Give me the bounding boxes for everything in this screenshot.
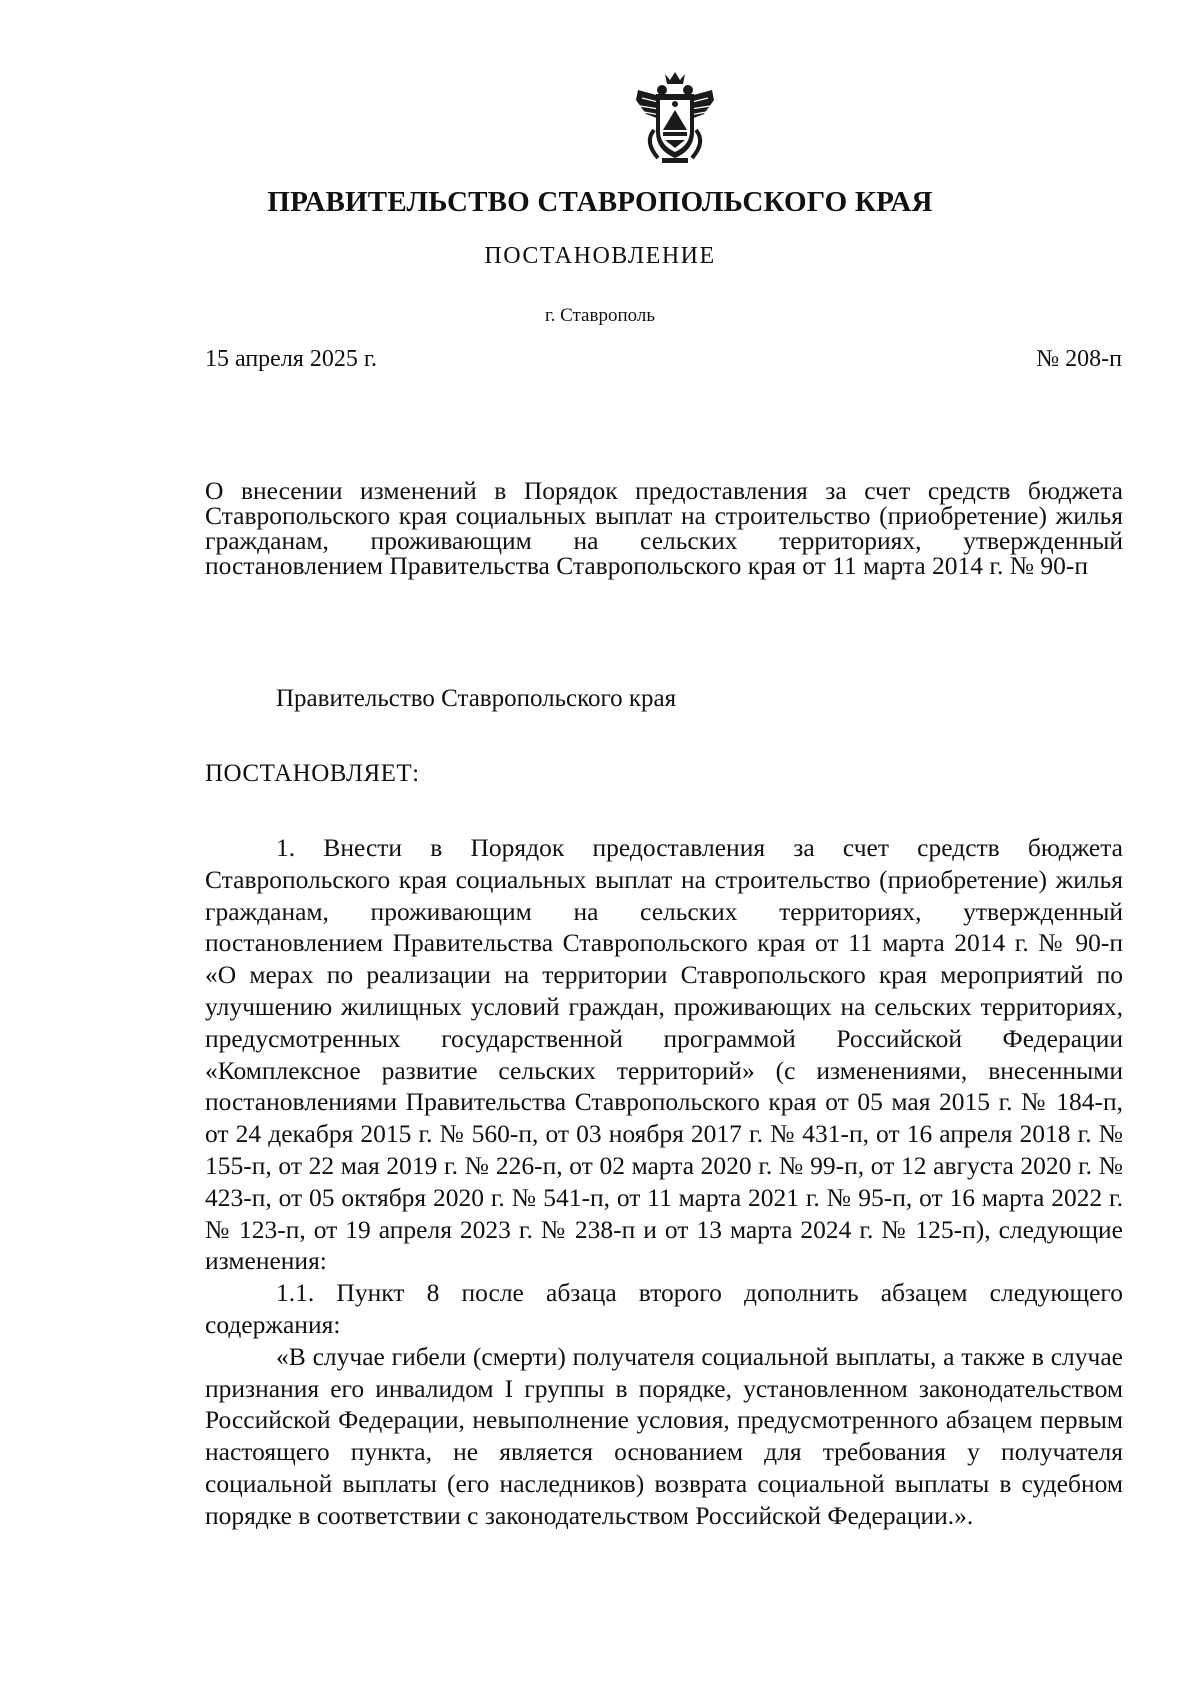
document-subject: О внесении изменений в Порядок предоставления за счет средств бюджета Ставропольского края социальных выплат на строительство (приобретение) жилья гражданам, проживающим на сельских территориях, утвержденный постановлением Правительства Ставропольского края от 11 марта 2014 г. № 90-п xyxy=(205,476,1123,580)
paragraph-quote: «В случае гибели (смерти) получателя социальной выплаты, а также в случае признания его инвалидом I группы в порядке, установленном законодательством Российской Федерации, невыполнение условия, предусмотренного абзацем первым настоящего пункта, не является основанием для требования у получателя социальной выплаты (его наследников) возврата социальной выплаты в судебном порядке в соответствии с законодательством Российской Федерации.». xyxy=(205,1341,1123,1530)
government-title: ПРАВИТЕЛЬСТВО СТАВРОПОЛЬСКОГО КРАЯ xyxy=(267,186,933,218)
issuer-line: Правительство Ставропольского края xyxy=(276,685,677,712)
paragraph-1: 1. Внести в Порядок предоставления за счет средств бюджета Ставропольского края социальных выплат на строительство (приобретение) жилья гражданам, проживающим на сельских территориях, утвержденный постановлением Правительства Ставропольского края от 11 марта 2014 г. № 90-п «О мерах по реализации на территории Ставропольского края мероприятий по улучшению жилищных условий граждан, проживающих на сельских территориях, предусмотренных государственной программой Российской Федерации «Комплексное развитие сельских территорий» (с изменениями, внесенными постановлениями Правительства Ставропольского края от 05 мая 2015 г. № 184-п, от 24 декабря 2015 г. № 560-п, от 03 ноября 2017 г. № 431-п, от 16 апреля 2018 г. № 155-п, от 22 мая 2019 г. № 226-п, от 02 марта 2020 г. № 99-п, от 12 августа 2020 г. № 423-п, от 05 октября 2020 г. № 541-п, от 11 марта 2021 г. № 95-п, от 16 марта 2022 г. № 123-п, от 19 апреля 2023 г. № 238-п и от 13 марта 2024 г. № 125-п), следующие изменения: xyxy=(205,833,1123,1276)
decides-heading: ПОСТАНОВЛЯЕТ: xyxy=(205,760,420,787)
paragraph-1-1: 1.1. Пункт 8 после абзаца второго дополнить абзацем следующего содержания: xyxy=(205,1278,1123,1339)
coat-of-arms-icon xyxy=(632,70,718,166)
document-type: ПОСТАНОВЛЕНИЕ xyxy=(484,243,716,269)
city: г. Ставрополь xyxy=(544,305,656,326)
document-body xyxy=(205,832,1123,1532)
document-date: 15 апреля 2025 г. xyxy=(205,346,377,372)
document-number: № 208-п xyxy=(1036,346,1122,372)
